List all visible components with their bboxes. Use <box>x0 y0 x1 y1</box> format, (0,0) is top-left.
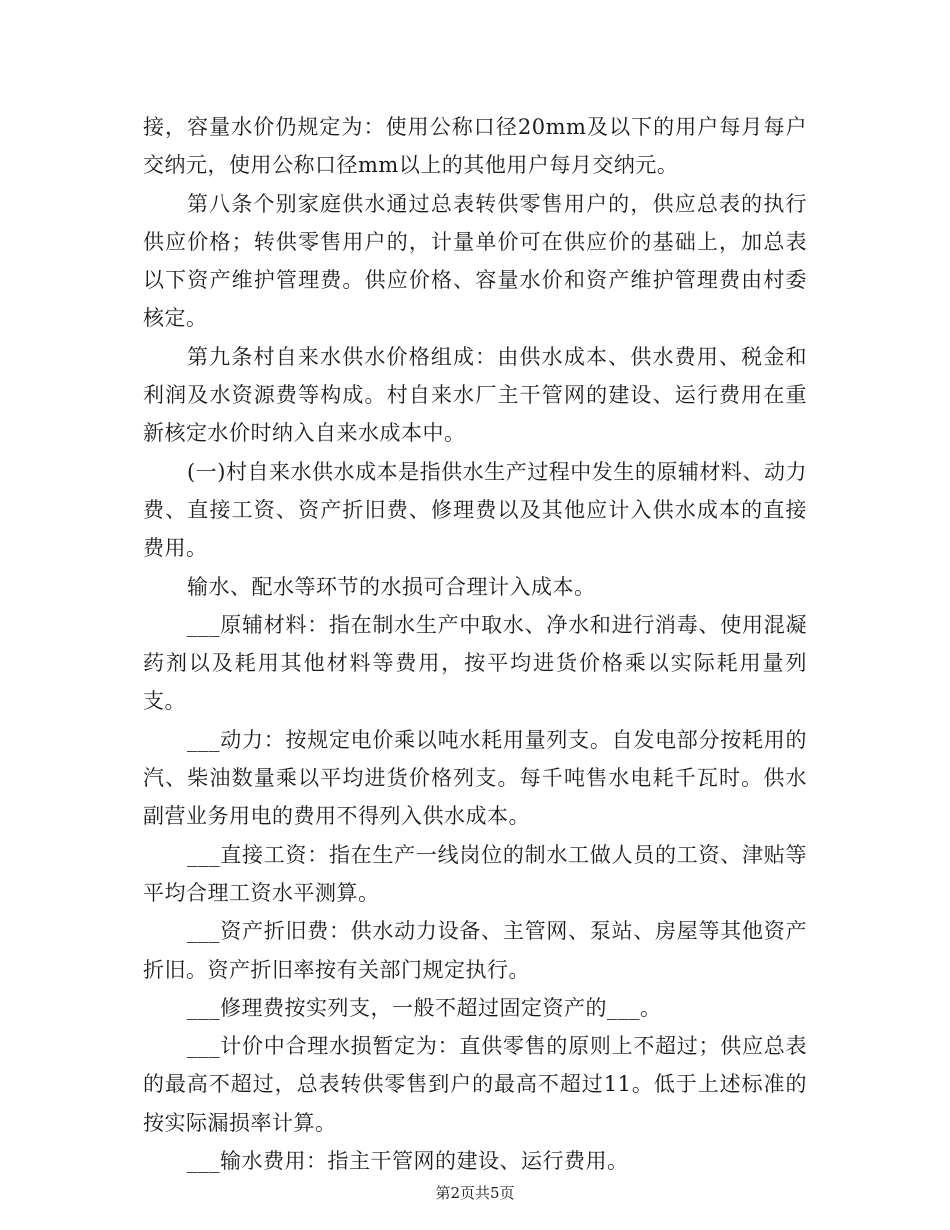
paragraph-raw-materials: ___原辅材料：指在制水生产中取水、净水和进行消毒、使用混凝药剂以及耗用其他材料等费用，按平均进货价格乘以实际耗用量列支。 <box>143 612 807 714</box>
document-body <box>143 108 807 1180</box>
paragraph-reasonable-loss: ___计价中合理水损暂定为：直供零售的原则上不超过；供应总表的最高不超过，总表转供零售到户的最高不超过11。低于上述标准的按实际漏损率计算。 <box>143 1034 807 1135</box>
paragraph-supply-cost: (一)村自来水供水成本是指供水生产过程中发生的原辅材料、动力费、直接工资、资产折旧费、修理费以及其他应计入供水成本的直接费用。 <box>143 459 807 561</box>
paragraph-continuation: 接，容量水价仍规定为：使用公称口径20mm及以下的用户每月每户交纳元，使用公称口径mm以上的其他用户每月交纳元。 <box>143 115 807 178</box>
paragraph-transmission-cost: ___输水费用：指主干管网的建设、运行费用。 <box>187 1149 629 1174</box>
paragraph-depreciation: ___资产折旧费：供水动力设备、主管网、泵站、房屋等其他资产折旧。资产折旧率按有关部门规定执行。 <box>143 919 807 982</box>
paragraph-direct-wages: ___直接工资：指在生产一线岗位的制水工做人员的工资、津贴等平均合理工资水平测算。 <box>143 842 807 905</box>
page-number-footer: 第2页共5页 <box>435 1184 515 1202</box>
paragraph-article-8: 第八条个别家庭供水通过总表转供零售用户的，供应总表的执行供应价格；转供零售用户的，计量单价可在供应价的基础上，加总表以下资产维护管理费。供应价格、容量水价和资产维护管理费由村委核定。 <box>143 191 807 331</box>
paragraph-repair-cost: ___修理费按实列支，一般不超过固定资产的___。 <box>187 995 662 1020</box>
paragraph-power: ___动力：按规定电价乘以吨水耗用量列支。自发电部分按耗用的汽、柴油数量乘以平均进货价格列支。每千吨售水电耗千瓦时。供水副营业务用电的费用不得列入供水成本。 <box>143 727 807 829</box>
paragraph-article-9: 第九条村自来水供水价格组成：由供水成本、供水费用、税金和利润及水资源费等构成。村自来水厂主干管网的建设、运行费用在重新核定水价时纳入自来水成本中。 <box>143 344 807 446</box>
paragraph-water-loss: 输水、配水等环节的水损可合理计入成本。 <box>187 574 596 599</box>
